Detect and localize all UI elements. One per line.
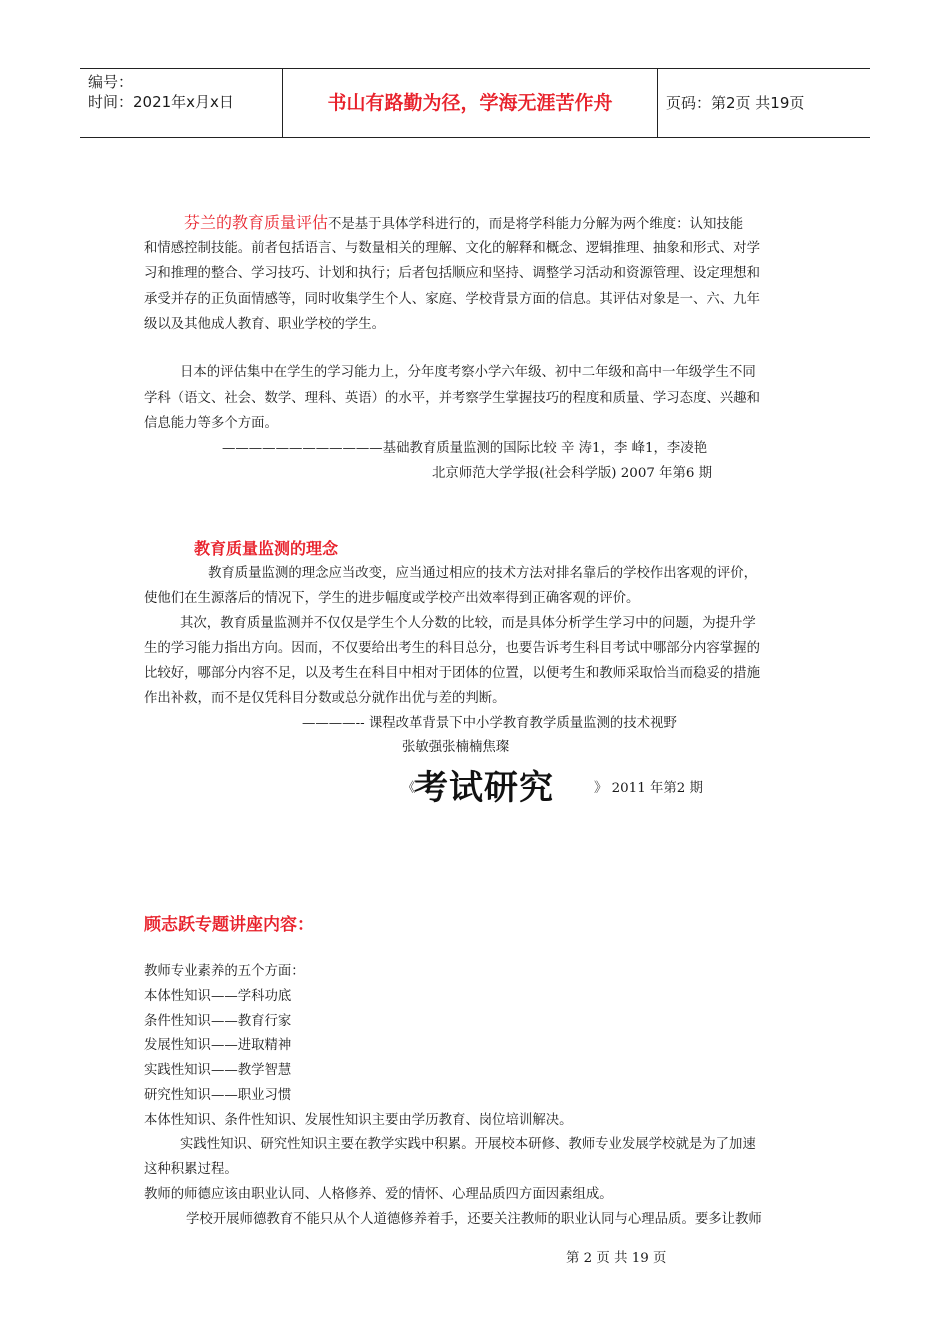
section-heading-monitoring: 教育质量监测的理念 bbox=[194, 539, 339, 558]
lecture-line-11: 学校开展师德教育不能只从个人道德修养着手，还要关注教师的职业认同与心理品质。要多让教师 bbox=[186, 1212, 762, 1227]
citation-1-line-2: 北京师范大学学报(社会科学版) 2007 年第6 期 bbox=[432, 466, 713, 481]
lecture-line-2: 本体性知识——学科功底 bbox=[144, 989, 292, 1004]
monitoring-line-1: 教育质量监测的理念应当改变，应当通过相应的技术方法对排名靠后的学校作出客观的评价， bbox=[208, 566, 758, 581]
journal-issue: 》 2011 年第2 期 bbox=[594, 781, 703, 796]
finland-paragraph-line-3: 习和推理的整合、学习技巧、计划和执行；后者包括顺应和坚持、调整学习活动和资源管理、设定理想和 bbox=[144, 266, 760, 281]
header-meta-cell bbox=[80, 69, 283, 137]
lecture-line-9: 这种积累过程。 bbox=[144, 1162, 238, 1177]
header-page-info: 页码：第2页 共19页 bbox=[666, 94, 805, 112]
lecture-line-7: 本体性知识、条件性知识、发展性知识主要由学历教育、岗位培训解决。 bbox=[144, 1113, 573, 1128]
finland-lead: 芬兰的教育质量评估 bbox=[184, 213, 329, 232]
time-label: 时间：2021年x月x日 bbox=[88, 93, 234, 111]
code-label: 编号： bbox=[88, 73, 134, 91]
finland-paragraph-line-2: 和情感控制技能。前者包括语言、与数量相关的理解、文化的解释和概念、逻辑推理、抽象和形式、对学 bbox=[144, 241, 760, 256]
japan-paragraph-line-3: 信息能力等多个方面。 bbox=[144, 416, 278, 431]
finland-paragraph-line-1 bbox=[184, 210, 743, 233]
lecture-line-4: 发展性知识——进取精神 bbox=[144, 1038, 292, 1053]
lecture-line-3: 条件性知识——教育行家 bbox=[144, 1014, 292, 1029]
japan-paragraph-line-2: 学科（语文、社会、数学、理科、英语）的水平，并考察学生掌握技巧的程度和质量、学习态度、兴趣和 bbox=[144, 391, 760, 406]
finland-paragraph-line-4: 承受并存的正负面情感等，同时收集学生个人、家庭、学校背景方面的信息。其评估对象是一、六、九年 bbox=[144, 292, 760, 307]
page-header bbox=[80, 68, 870, 138]
monitoring-line-5: 比较好，哪部分内容不足，以及考生在科目中相对于团体的位置，以便考生和教师采取恰当而稳妥的措施 bbox=[144, 666, 760, 681]
lecture-line-1: 教师专业素养的五个方面： bbox=[144, 964, 305, 979]
page-footer: 第 2 页 共 19 页 bbox=[566, 1251, 667, 1266]
monitoring-line-6: 作出补救，而不是仅凭科目分数或总分就作出优与差的判断。 bbox=[144, 691, 506, 706]
japan-paragraph-line-1: 日本的评估集中在学生的学习能力上，分年度考察小学六年级、初中二年级和高中一年级学生不同 bbox=[180, 365, 756, 380]
lecture-line-5: 实践性知识——教学智慧 bbox=[144, 1063, 292, 1078]
citation-2-authors: 张敏强张楠楠焦璨 bbox=[402, 740, 510, 755]
monitoring-line-2: 使他们在生源落后的情况下，学生的进步幅度或学校产出效率得到正确客观的评价。 bbox=[144, 591, 640, 606]
citation-1-line-1: ————————————基础教育质量监测的国际比较 辛 涛1，李 峰1，李凌艳 bbox=[222, 441, 708, 456]
monitoring-line-3: 其次，教育质量监测并不仅仅是学生个人分数的比较，而是具体分析学生学习中的问题，为提升学 bbox=[180, 616, 756, 631]
journal-logo: 考试研究 bbox=[414, 768, 554, 808]
finland-paragraph-line-5: 级以及其他成人教育、职业学校的学生。 bbox=[144, 317, 386, 332]
lecture-line-10: 教师的师德应该由职业认同、人格修养、爱的情怀、心理品质四方面因素组成。 bbox=[144, 1187, 613, 1202]
finland-line-text: 不是基于具体学科进行的，而是将学科能力分解为两个维度：认知技能 bbox=[328, 217, 744, 232]
journal-open-bracket: 《 bbox=[402, 781, 416, 796]
monitoring-line-4: 生的学习能力指出方向。因而，不仅要给出考生的科目总分，也要告诉考生科目考试中哪部分内容掌握的 bbox=[144, 641, 760, 656]
section-heading-lecture: 顾志跃专题讲座内容： bbox=[144, 915, 314, 935]
header-motto: 书山有路勤为径，学海无涯苦作舟 bbox=[283, 69, 658, 137]
lecture-line-8: 实践性知识、研究性知识主要在教学实践中积累。开展校本研修、教师专业发展学校就是为了加速 bbox=[180, 1137, 756, 1152]
lecture-line-6: 研究性知识——职业习惯 bbox=[144, 1088, 292, 1103]
citation-2-line-1: ————-- 课程改革背景下中小学教育教学质量监测的技术视野 bbox=[302, 716, 677, 731]
